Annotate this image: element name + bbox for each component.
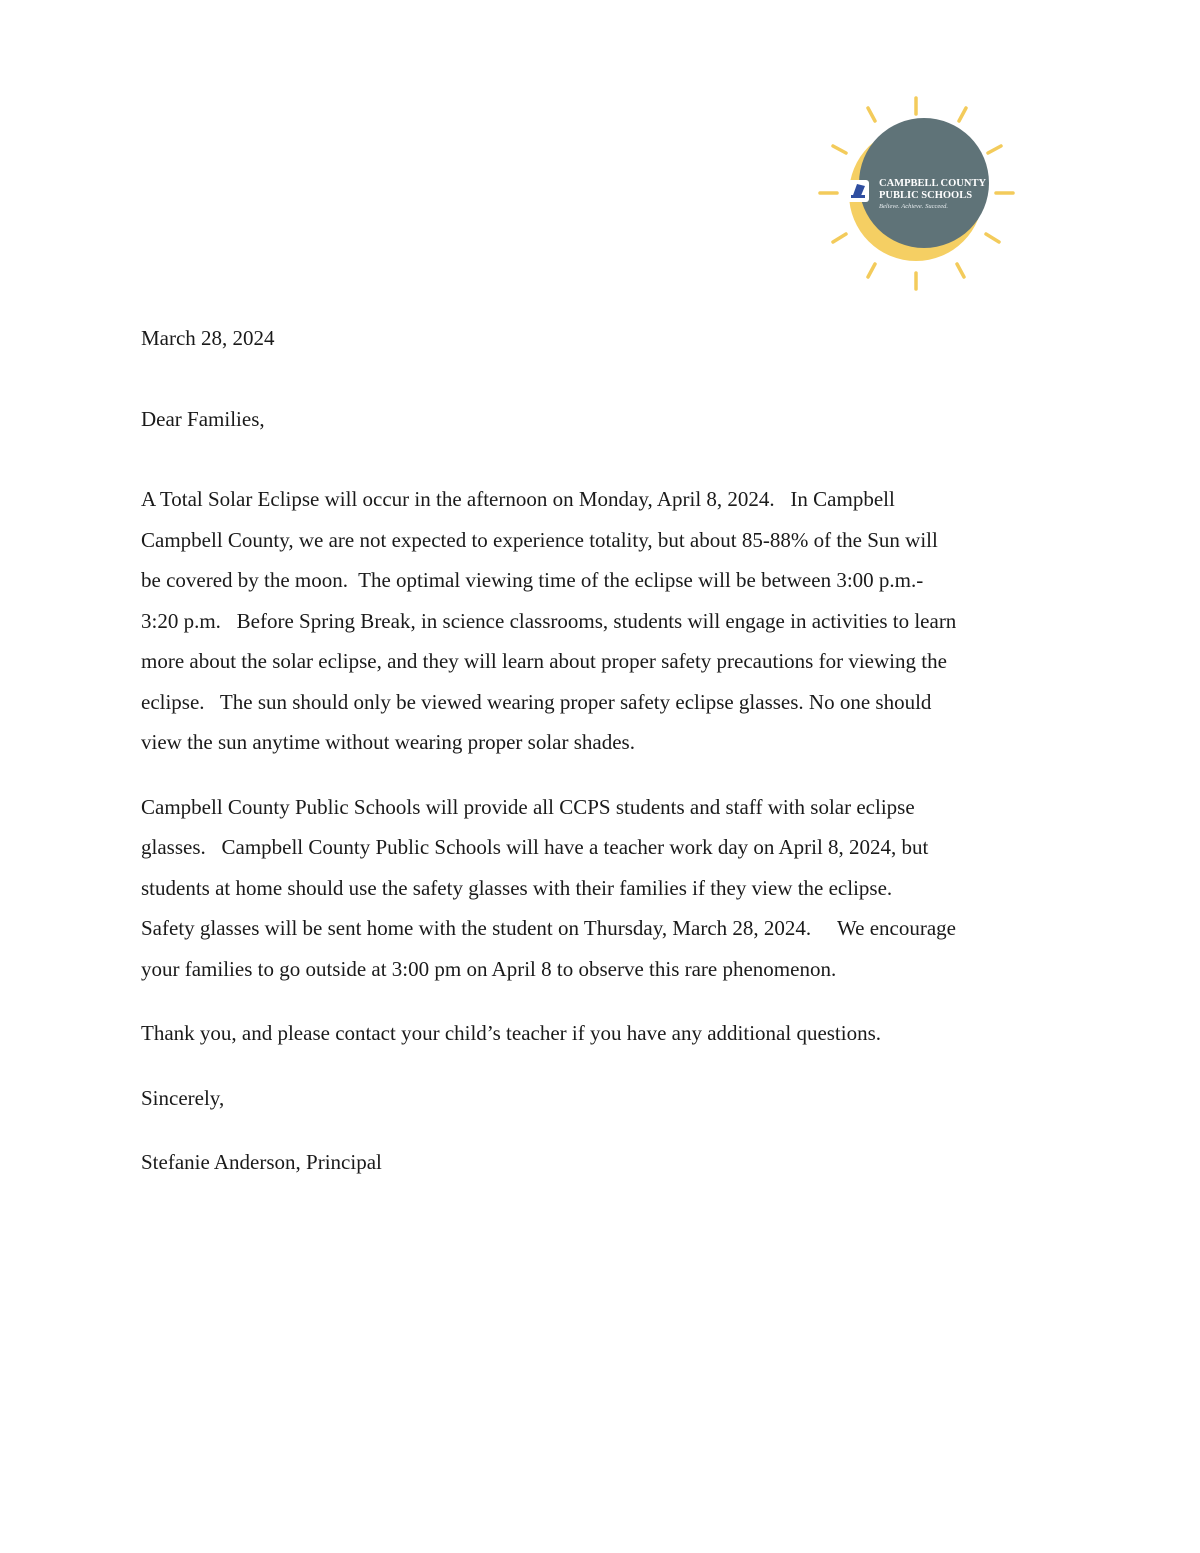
letter-salutation: Dear Families, [141, 406, 265, 431]
paragraph-line: your families to go outside at 3:00 pm on April 8 to observe this rare phenomenon. [141, 956, 837, 981]
logo-line-1: CAMPBELL COUNTY [879, 178, 987, 189]
logo-tagline: Believe. Achieve. Succeed. [879, 203, 948, 210]
paragraph-line: Safety glasses will be sent home with the student on Thursday, March 28, 2024. We encourage [141, 916, 957, 940]
paragraph-line: view the sun anytime without wearing proper solar shades. [141, 730, 635, 754]
logo-line-2: PUBLIC SCHOOLS [879, 190, 973, 201]
paragraph-line: students at home should use the safety glasses with their families if they view the eclipse. [141, 875, 893, 900]
paragraph-line: more about the solar eclipse, and they will learn about proper safety precautions for viewing the [141, 649, 947, 673]
emblem-icon [847, 180, 869, 202]
paragraph-line: Campbell County Public Schools will provide all CCPS students and staff with solar eclipse [141, 794, 915, 819]
letter-date: March 28, 2024 [141, 326, 275, 350]
paragraph-line: 3:20 p.m. Before Spring Break, in science classrooms, students will engage in activities to learn [141, 608, 957, 633]
paragraph-line: A Total Solar Eclipse will occur in the afternoon on Monday, April 8, 2024. In Campbell [141, 487, 895, 511]
paragraph-glasses-info [141, 787, 1071, 990]
paragraph-line: glasses. Campbell County Public Schools will have a teacher work day on April 8, 2024, but [141, 835, 929, 859]
school-logo [816, 94, 1020, 294]
letter-closing: Sincerely, [141, 1085, 225, 1110]
letter-body [141, 318, 1071, 1183]
paragraph-eclipse-info [141, 479, 1071, 763]
letter-signature: Stefanie Anderson, Principal [141, 1150, 382, 1174]
paragraph-line: Campbell County, we are not expected to experience totality, but about 85-88% of the Sun will [141, 527, 938, 552]
paragraph-line: eclipse. The sun should only be viewed wearing proper safety eclipse glasses. No one should [141, 689, 932, 714]
paragraph-thanks: Thank you, and please contact your child’s teacher if you have any additional questions. [141, 1021, 882, 1045]
paragraph-line: be covered by the moon. The optimal viewing time of the eclipse will be between 3:00 p.m.- [141, 568, 924, 592]
